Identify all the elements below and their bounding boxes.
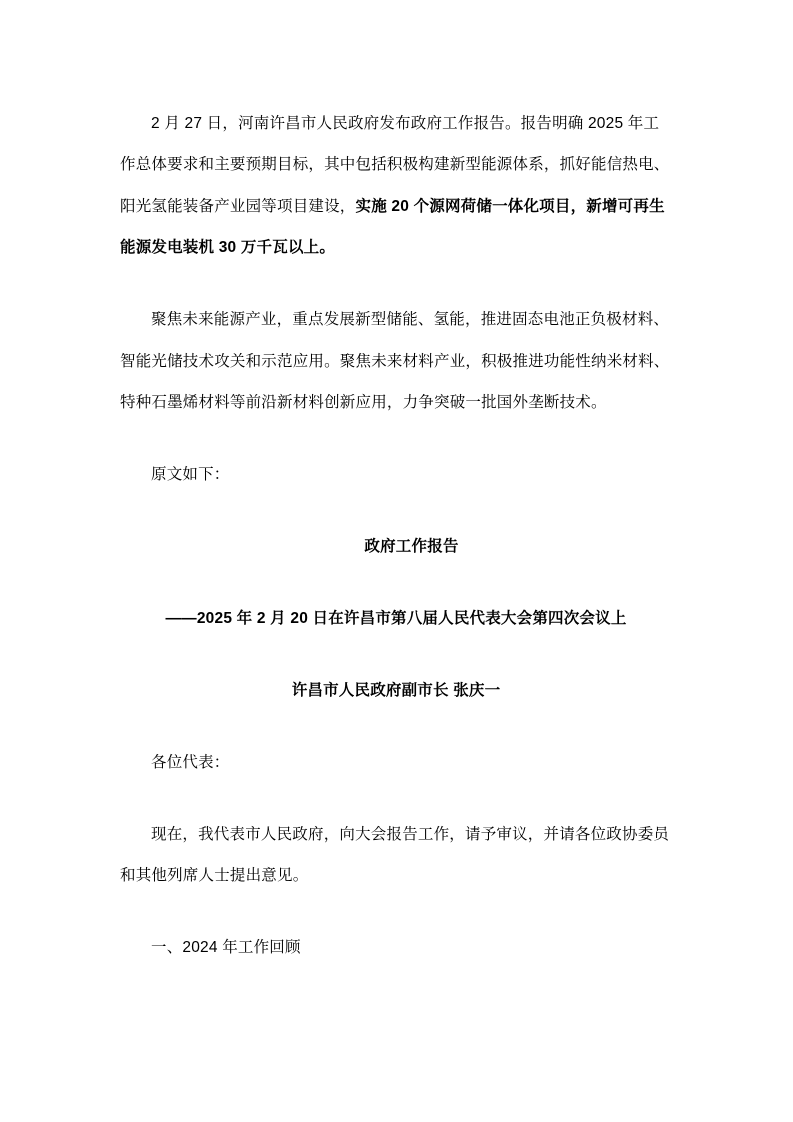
text-run: 特种石墨烯材料等前沿新材料创新应用，力争突破一批国外垄断技术。 bbox=[120, 394, 607, 412]
paragraph-news-summary-2 bbox=[120, 299, 672, 423]
text-run: 实施 20 个源网荷储一体化项目，新增可再生 bbox=[355, 197, 665, 215]
text-run: 阳光氢能装备产业园等项目建设， bbox=[120, 197, 356, 215]
text-run: 聚焦未来能源产业，重点发展新型储能、氢能，推进固态电池正负极材料、 bbox=[151, 311, 670, 329]
text-run: 一、2024 年工作回顾 bbox=[151, 939, 301, 957]
text-run: 原文如下： bbox=[151, 466, 230, 484]
text-run: 智能光储技术攻关和示范应用。聚焦未来材料产业，积极推进功能性纳米材料、 bbox=[120, 352, 670, 370]
paragraph-salutation bbox=[120, 742, 672, 783]
text-run: 2 月 27 日，河南许昌市人民政府发布政府工作报告。报告明确 2025 年工 bbox=[151, 115, 660, 132]
text-run: 政府工作报告 bbox=[364, 538, 459, 556]
text-run: 和其他列席人士提出意见。 bbox=[120, 867, 309, 885]
text-run: 许昌市人民政府副市长 张庆一 bbox=[291, 682, 501, 700]
heading-report-speaker bbox=[120, 670, 672, 711]
paragraph-original-text-label bbox=[120, 454, 672, 495]
heading-section-1 bbox=[120, 927, 672, 968]
heading-report-title bbox=[120, 526, 672, 567]
text-run: 各位代表： bbox=[151, 754, 230, 772]
text-run: ——2025 年 2 月 20 日在许昌市第八届人民代表大会第四次会议上 bbox=[165, 610, 627, 628]
text-run: 作总体要求和主要预期目标，其中包括积极构建新型能源体系，抓好能信热电、 bbox=[120, 156, 670, 174]
text-run: 现在，我代表市人民政府，向大会报告工作，请予审议，并请各位政协委员 bbox=[151, 826, 670, 844]
paragraph-news-summary-1 bbox=[120, 103, 672, 269]
text-run: 能源发电装机 30 万千瓦以上。 bbox=[120, 239, 336, 257]
paragraph-opening bbox=[120, 814, 672, 897]
heading-report-subtitle bbox=[120, 598, 672, 639]
